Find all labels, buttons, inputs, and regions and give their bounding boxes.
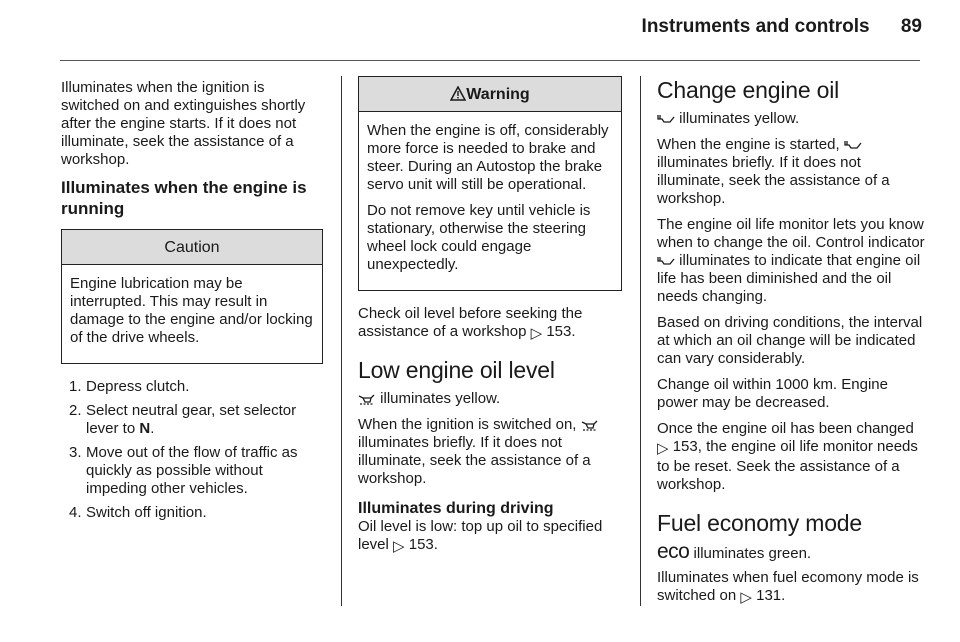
eco-paragraph: Illuminates when fuel ecomony mode is switched on ▷ 131.	[657, 569, 919, 606]
eco-line: eco illuminates green.	[657, 540, 812, 563]
list-item: 2. Select neutral gear, set selector lever to N.	[69, 402, 297, 437]
list-item: 4. Switch off ignition.	[69, 504, 207, 521]
page-number: 89	[900, 16, 922, 37]
driving-paragraph: Oil level is low: top up oil to specified level ▷ 153.	[358, 518, 603, 555]
column-divider-2	[640, 76, 641, 606]
low-oil-heading: Low engine oil level	[358, 357, 555, 383]
page-reference-icon: ▷	[657, 440, 669, 457]
warning-text-2: Do not remove key until vehicle is stationary, otherwise the steering wheel lock could engage unexpectedly.	[367, 202, 591, 273]
page-header	[0, 16, 922, 38]
caution-box	[61, 229, 323, 364]
oil-can-icon	[844, 139, 862, 151]
oil-can-icon	[657, 255, 675, 267]
page-reference-icon: ▷	[740, 589, 752, 606]
page-title: Instruments and controls	[641, 16, 870, 37]
page-reference-icon: ▷	[530, 325, 543, 342]
warning-text-1: When the engine is off, considerably more force is needed to brake and steer. During an Autostop the brake servo unit will still be operational.	[367, 122, 609, 193]
warning-triangle-icon	[450, 86, 466, 101]
change-oil-paragraph-3: Based on driving conditions, the interval at which an oil change will be indicated can vary considerably.	[657, 314, 923, 367]
list-item: 3. Move out of the flow of traffic as quickly as possible without impeding other vehicles.	[69, 444, 298, 497]
intro-paragraph: Illuminates when the ignition is switched on and extinguishes shortly after the engine starts. If it does not illuminate, seek the assistance of a workshop.	[61, 79, 306, 168]
change-oil-heading: Change engine oil	[657, 77, 840, 103]
warning-title: Warning	[359, 77, 621, 112]
column-2	[358, 76, 622, 564]
low-oil-yellow-line: illuminates yellow.	[358, 390, 622, 408]
list-item: 1. Depress clutch.	[69, 378, 190, 395]
oil-can-icon	[657, 113, 675, 125]
oil-level-icon	[581, 419, 599, 431]
change-oil-paragraph-1: When the engine is started, illuminates briefly. If it does not illuminate, seek the assistance of a workshop.	[657, 136, 890, 207]
column-3	[657, 77, 925, 615]
oil-level-icon	[358, 393, 376, 405]
page-reference-icon: ▷	[393, 538, 405, 555]
change-oil-yellow-line: illuminates yellow.	[657, 110, 925, 128]
column-divider-1	[341, 76, 342, 606]
change-oil-paragraph-4: Change oil within 1000 km. Engine power may be decreased.	[657, 376, 888, 411]
caution-text: Engine lubrication may be interrupted. This may result in damage to the engine and/or locking of the drive wheels.	[70, 275, 313, 346]
steps-list	[61, 378, 323, 522]
change-oil-paragraph-5: Once the engine oil has been changed ▷ 153, the engine oil life monitor needs to be reset. Seek the assistance of a workshop.	[657, 420, 918, 493]
low-oil-paragraph: When the ignition is switched on, illuminates briefly. If it does not illuminate, seek the assistance of a workshop.	[358, 416, 622, 488]
caution-title: Caution	[62, 230, 322, 265]
eco-indicator-icon: eco	[657, 540, 690, 563]
change-oil-paragraph-2: The engine oil life monitor lets you know when to change the oil. Control indicator illuminates to indicate that engine oil life has been diminished and the oil needs changing.	[657, 216, 925, 305]
driving-heading: Illuminates during driving	[358, 500, 554, 517]
header-rule	[60, 60, 920, 61]
check-oil-paragraph: Check oil level before seeking the assistance of a workshop ▷ 153.	[358, 305, 583, 342]
fuel-economy-heading: Fuel economy mode	[657, 510, 862, 536]
running-subheading: Illuminates when the engine is running	[61, 178, 307, 218]
warning-box	[358, 76, 622, 291]
column-1	[61, 79, 323, 528]
